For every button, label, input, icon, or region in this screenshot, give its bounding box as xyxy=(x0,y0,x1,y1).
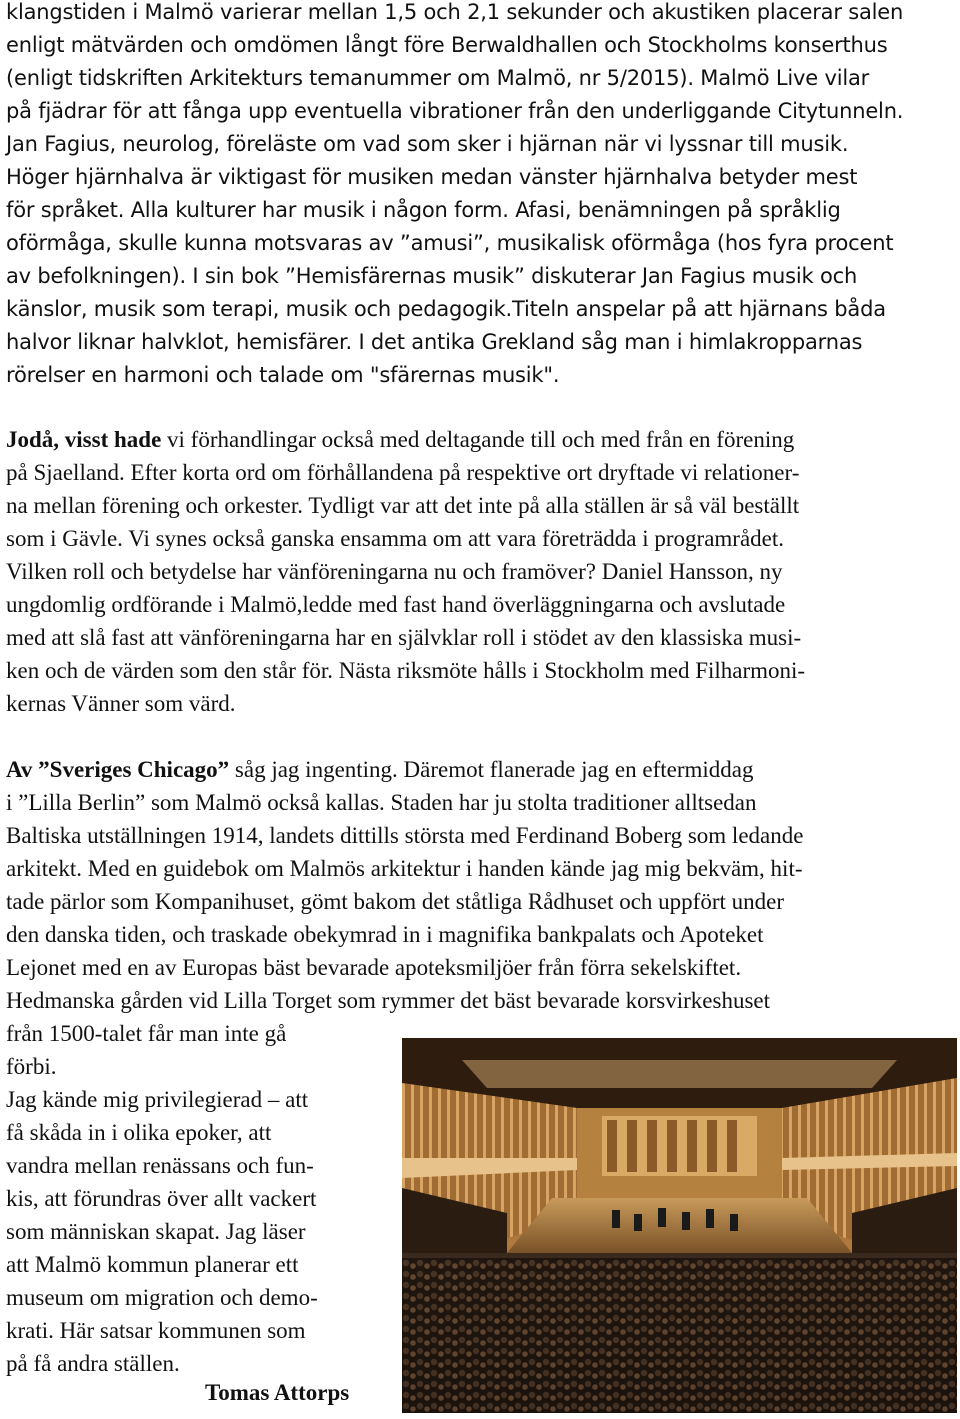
body-text-line: ken och de värden som den står för. Nästa riksmöte hålls i Stockholm med Filharmoni- xyxy=(6,658,806,683)
body-text-line: för språket. Alla kulturer har musik i någon form. Afasi, benämningen på språklig xyxy=(6,198,841,222)
body-text-line: krati. Här satsar kommunen som xyxy=(6,1318,306,1343)
body-text-line: halvor liknar halvklot, hemisfärer. I det antika Grekland såg man i himlakropparnas xyxy=(6,330,863,354)
body-text-line: enligt mätvärden och omdömen långt före Berwaldhallen och Stockholms konserthus xyxy=(6,33,888,57)
body-text-line: Baltiska utställningen 1914, landets dittills största med Ferdinand Boberg som ledande xyxy=(6,823,804,848)
body-text-line: av befolkningen). I sin bok ”Hemisfärernas musik” diskuterar Jan Fagius musik och xyxy=(6,264,858,288)
body-text-line: oförmåga, skulle kunna motsvaras av ”amusi”, musikalisk oförmåga (hos fyra procent xyxy=(6,231,894,255)
body-text-line: i ”Lilla Berlin” som Malmö också kallas. Staden har ju stolta traditioner alltsedan xyxy=(6,790,757,815)
body-text-line: tade pärlor som Kompanihuset, gömt bakom det ståtliga Rådhuset och uppfört under xyxy=(6,889,785,914)
body-text-line: på Sjaelland. Efter korta ord om förhållandena på respektive ort dryftade vi relationer- xyxy=(6,460,800,485)
body-text-line: känslor, musik som terapi, musik och pedagogik.Titeln anspelar på att hjärnans båda xyxy=(6,297,886,321)
body-text-line: Hedmanska gården vid Lilla Torget som rymmer det bäst bevarade korsvirkeshuset xyxy=(6,988,770,1013)
body-text-line: som i Gävle. Vi synes också ganska ensamma om att vara företrädda i programrådet. xyxy=(6,526,785,551)
body-text-line: na mellan förening och orkester. Tydligt var att det inte på alla ställen är så väl beställt xyxy=(6,493,800,518)
body-text-line: som människan skapat. Jag läser xyxy=(6,1219,306,1244)
body-text-line: med att slå fast att vänföreningarna har en självklar roll i stödet av den klassiska musi- xyxy=(6,625,802,650)
body-text-span: såg jag ingenting. Däremot flanerade jag en eftermiddag xyxy=(229,757,754,782)
lead-in-heading: Jodå, visst hade xyxy=(6,427,162,452)
body-text-line: Vilken roll och betydelse har vänföreningarna nu och framöver? Daniel Hansson, ny xyxy=(6,559,783,584)
lead-in-heading: Av ”Sveriges Chicago” xyxy=(6,757,230,782)
body-text-line: klangstiden i Malmö varierar mellan 1,5 och 2,1 sekunder och akustiken placerar salen xyxy=(6,0,904,24)
body-text-line: Jan Fagius, neurolog, föreläste om vad som sker i hjärnan när vi lyssnar till musik. xyxy=(6,132,849,156)
body-text-line: museum om migration och demo- xyxy=(6,1285,318,1310)
body-text-line: på fjädrar för att fånga upp eventuella vibrationer från den underliggande Citytunneln. xyxy=(6,99,904,123)
body-text-line: på få andra ställen. xyxy=(6,1351,180,1376)
body-text-line: vandra mellan renässans och fun- xyxy=(6,1153,314,1178)
body-text-line: arkitekt. Med en guidebok om Malmös arkitektur i handen kände jag mig bekväm, hit- xyxy=(6,856,803,881)
body-text-line xyxy=(6,423,794,456)
body-text-line: rörelser en harmoni och talade om "sfärernas musik". xyxy=(6,363,560,387)
body-text-line: ungdomlig ordförande i Malmö,ledde med fast hand överläggningarna och avslutade xyxy=(6,592,786,617)
body-text-line: Jag kände mig privilegierad – att xyxy=(6,1087,309,1112)
body-text-line: Höger hjärnhalva är viktigast för musiken medan vänster hjärnhalva betyder mest xyxy=(6,165,858,189)
body-text-line: Lejonet med en av Europas bäst bevarade apoteksmiljöer från förra sekelskiftet. xyxy=(6,955,742,980)
body-text-line: från 1500-talet får man inte gå xyxy=(6,1021,287,1046)
concert-hall-photo xyxy=(402,1038,957,1413)
body-text-line: förbi. xyxy=(6,1054,57,1079)
body-text-line: kernas Vänner som värd. xyxy=(6,691,236,716)
body-text-line: få skåda in i olika epoker, att xyxy=(6,1120,272,1145)
body-text-line: kis, att förundras över allt vackert xyxy=(6,1186,317,1211)
body-text-line: den danska tiden, och traskade obekymrad in i magnifika bankpalats och Apoteket xyxy=(6,922,764,947)
body-text-span: vi förhandlingar också med deltagande till och med från en förening xyxy=(161,427,795,452)
body-text-line: att Malmö kommun planerar ett xyxy=(6,1252,299,1277)
body-text-line: (enligt tidskriften Arkitekturs temanummer om Malmö, nr 5/2015). Malmö Live vilar xyxy=(6,66,870,90)
author-byline: Tomas Attorps xyxy=(205,1380,350,1405)
body-text-line xyxy=(6,753,754,786)
